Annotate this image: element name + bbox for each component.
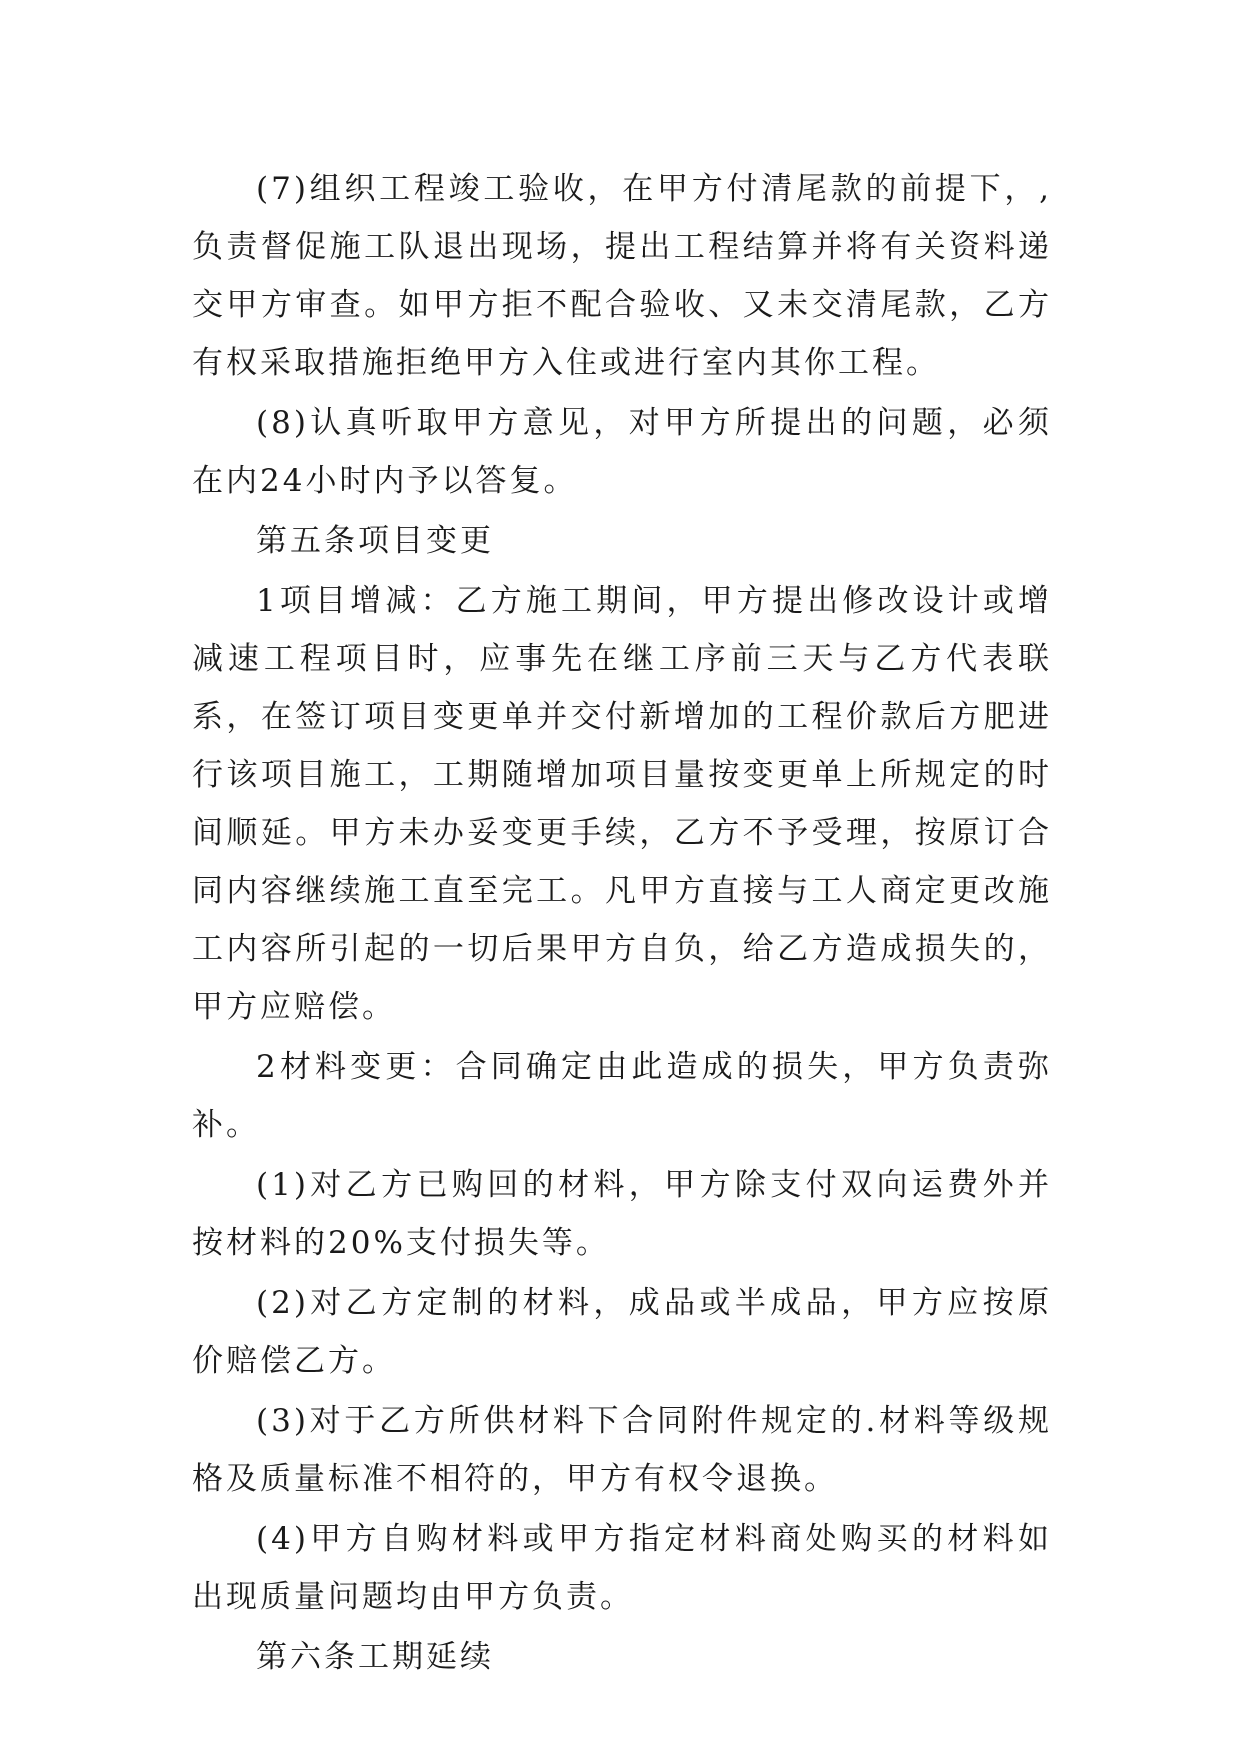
subitem-1-paragraph: (1)对乙方已购回的材料，甲方除支付双向运费外并按材料的20%支付损失等。 (192, 1167, 1052, 1261)
clause-8-paragraph: (8)认真听取甲方意见，对甲方所提出的问题，必须在内24小时内予以答复。 (192, 405, 1052, 499)
item-1-paragraph: 1项目增减：乙方施工期间，甲方提出修改设计或增减速工程项目时，应事先在继工序前三天与乙方代表联系，在签订项目变更单并交付新增加的工程价款后方肥进行该项目施工，工期随增加项目量按变更单上所规定的时间顺延。甲方未办妥变更手续，乙方不予受理，按原订合同内容继续施工直至完工。凡甲方直接与工人商定更改施工内容所引起的一切后果甲方自负，给乙方造成损失的，甲方应赔偿。 (192, 583, 1052, 1025)
article-6-heading: 第六条工期延续 (256, 1639, 494, 1675)
subitem-4-paragraph: (4)甲方自购材料或甲方指定材料商处购买的材料如出现质量问题均由甲方负责。 (192, 1521, 1052, 1615)
article-5-heading: 第五条项目变更 (256, 523, 494, 559)
subitem-2-paragraph: (2)对乙方定制的材料，成品或半成品，甲方应按原价赔偿乙方。 (192, 1285, 1052, 1379)
document-page (192, 160, 1052, 1688)
clause-7-paragraph: (7)组织工程竣工验收，在甲方付清尾款的前提下，,负责督促施工队退出现场，提出工程结算并将有关资料递交甲方审查。如甲方拒不配合验收、又未交清尾款，乙方有权采取措施拒绝甲方入住或进行室内其你工程。 (192, 171, 1052, 381)
subitem-3-paragraph: (3)对于乙方所供材料下合同附件规定的.材料等级规格及质量标准不相符的，甲方有权令退换。 (192, 1403, 1052, 1497)
item-2-paragraph: 2材料变更：合同确定由此造成的损失，甲方负责弥补。 (192, 1049, 1052, 1143)
